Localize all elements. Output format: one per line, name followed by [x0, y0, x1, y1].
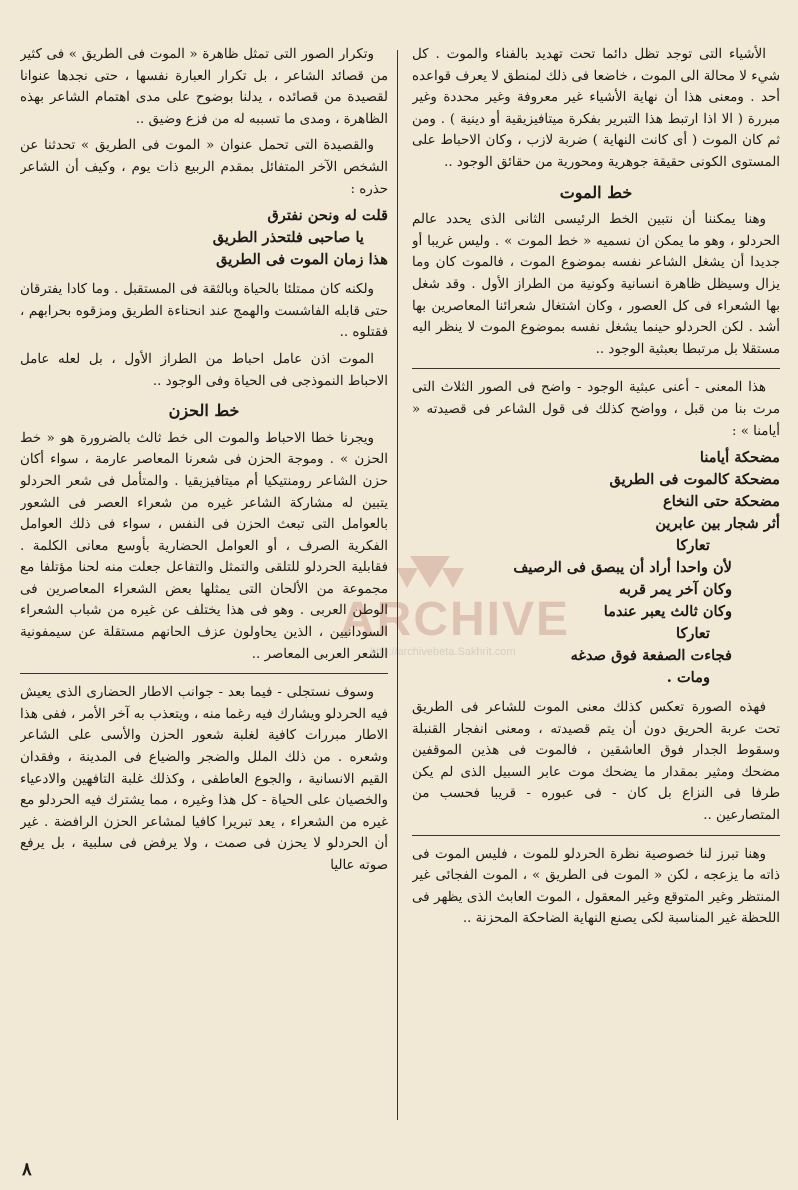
poem-death-on-road	[20, 205, 388, 271]
paragraph: الأشياء التى توجد تظل دائما تحت تهديد بالفناء والموت . كل شيء لا محالة الى الموت ، خاضعا فى ذلك لمنطق لا يعرف قواعده أحد . ومعنى هذا أن نهاية الأشياء غير معروفة وغير محددة وغير مبررة ( الا اذا ارتبط هذا التبرير بفكرة ميتافيزيقية أو دينية ) . ومن ثم كان الموت ( أى كانت النهاية ) ضربة لازب ، وكان الاحباط على المستوى الكونى حقيقة جوهرية ومحورية من حقائق الوجود ..	[412, 47, 780, 170]
section-heading-death: خط الموت	[559, 182, 633, 202]
poem-line: قلت له ونحن نفترق	[267, 207, 388, 225]
page-number: ٨	[22, 1159, 32, 1180]
paragraph: وسوف نستجلى - فيما بعد - جوانب الاطار الحضارى الذى يعيش فيه الحردلو ويشارك فيه رغما منه ، ويتعذب به آخر الأمر ، ففى هذا الاطار مبررات كافية لغلبة شعور الحزن والأسى على الشاعر وشعره . من ذلك الملل والضجر والضياع فى المدينة ، وفقدان القيم الانسانية ، والجوع العاطفى ، وكذلك غلبة التافهين والادعياء والخصيان على الحياة - كل هذا وغيره ، مما يشترك فيه الحردلو مع غيره من الشعراء ، يعد تبريرا كافيا لمشاعر الحزن الرافضة . غير أن الحردلو لا يحزن فى صمت ، ولا يرفض فى سلبية ، بل يرفع صوته عاليا	[20, 685, 388, 873]
poem-line: فجاءت الصفعة فوق صدغه	[570, 647, 732, 665]
poem-ayamuna	[412, 447, 780, 689]
paragraph: فهذه الصورة تعكس كذلك معنى الموت للشاعر فى الطريق تحت عربة الحريق دون أن يتم قصيدته ، ومعنى انفجار القنبلة وسقوط الجدار فوق العاشقين ، فالموت فى هذين الموقفين مضحك ومثير بمقدار ما يضحك موت عابر السبيل الذى لم يكن طرفا فى النزاع بل كان - فى عبوره - قريبا فحسب من المتصارعين ..	[412, 700, 780, 824]
paragraph: والقصيدة التى تحمل عنوان « الموت فى الطريق » تحدثنا عن الشخص الآخر المتفائل بمقدم الربيع ذات يوم ، وكيف أن الشاعر حذره :	[20, 138, 388, 197]
paragraph: وهنا يمكننا أن نتبين الخط الرئيسى الثانى الذى يحدد عالم الحردلو ، وهو ما يمكن ان نسميه « خط الموت » . وليس غريبا أو جديدا أن يشغل الشاعر نفسه بموضوع الموت ، فالموت كان وما يزال وسيظل ظاهرة انسانية وكونية من الطراز الأول . وقد شغل بها الشعراء فى كل العصور ، وكان اشتغال شعرائنا المعاصرين بها أشد . لكن الحردلو حينما يشغل نفسه بموضوع الموت لا ينظر اليه مستقلا بل مرتبطا بعبثية الوجود ..	[412, 212, 780, 357]
watermark-url: http://archivebeta.Sakhrit.com	[370, 646, 516, 658]
poem-line: تعاركا	[676, 537, 710, 555]
divider	[412, 835, 780, 836]
watermark-text: ARCHIVE	[340, 593, 571, 646]
poem-line: هذا زمان الموت فى الطريق	[216, 251, 388, 269]
paragraph: وهنا تبرز لنا خصوصية نظرة الحردلو للموت ، فليس الموت فى ذاته ما يزعجه ، لكن « الموت فى الطريق » ، الموت الفجائى غير المنتظر وغير المتوقع وغير المعقول ، الموت العابث الذى يظهر فى اللحظة غير المناسبة لكى يصنع النهاية الضاحكة المحزنة ..	[412, 846, 780, 927]
poem-line: ومات .	[666, 669, 710, 687]
column-rule	[397, 50, 398, 1120]
paragraph: هذا المعنى - أعنى عبثية الوجود - واضح فى الصور الثلاث التى مرت بنا من قبل ، وواضح كذلك فى قول الشاعر فى قصيدته « أيامنا » :	[412, 380, 780, 439]
paragraph: ويجرنا خطا الاحباط والموت الى خط ثالث بالضرورة هو « خط الحزن » . وموجة الحزن فى شعرنا المعاصر عارمة ، سواء أكان حزن الشاعر رومنتيكيا أم ميتافيزيقيا . والمتأمل فى شعر الحردلو يتبين له مشاركة الشاعر غيره من شعراء العصر فى الشعور بالعوامل التى تبعث الحزن فى النفس ، سواء فى ذلك العوامل الفكرية الصرف ، أو العوامل الحضارية بأوسع معانى الكلمة . فقابلية الحردلو للتلقى والتمثل والتفاعل جعلت منه لحنا مؤتلفا مع مجموعة من الألحان التى يمثلها بعض الشعراء المعاصرين فى الوطن العربى . وهو فى هذا يختلف عن غيره من شباب الشعراء السودانيين ، الذين يحاولون عزف الحانهم مستقلة عن سيمفونية الشعر العربى المعاصر ..	[20, 430, 388, 662]
poem-line: مضحكة كالموت فى الطريق	[609, 471, 780, 489]
paragraph: الموت اذن عامل احباط من الطراز الأول ، بل لعله عامل الاحباط النموذجى فى الحياة وفى الوجود ..	[20, 351, 388, 389]
poem-line: مضحكة حتى النخاع	[662, 493, 780, 511]
right-column	[412, 44, 780, 1154]
divider	[412, 368, 780, 369]
poem-line: أثر شجار بين عابرين	[655, 515, 780, 533]
divider	[20, 673, 388, 674]
section-heading-sorrow: خط الحزن	[168, 401, 240, 421]
paragraph: وتكرار الصور التى تمثل ظاهرة « الموت فى الطريق » فى كثير من قصائد الشاعر ، بل تكرار العبارة نفسها ، حتى نجدها عنوانا لقصيدة من قصائده ، يدلنا بوضوح على مدى اهتمام الشاعر بهذه الظاهرة ، ومدى ما تسببه له من فزع وضيق ..	[20, 47, 388, 127]
poem-line: لأن واحدا أراد أن يبصق فى الرصيف	[513, 559, 732, 577]
poem-line: يا صاحبى فلتحذر الطريق	[212, 229, 364, 247]
poem-line: وكان آخر يمر قربه	[619, 581, 732, 599]
paragraph: ولكنه كان ممتلئا بالحياة وبالثقة فى المستقبل . وما كادا يفترقان حتى قابله الفاشست والهمج عند انحناءة الطريق ومزقوه بحرابهم ، فقتلوه ..	[20, 282, 388, 341]
poem-line: وكان ثالث يعبر عندما	[603, 603, 732, 621]
left-column	[20, 44, 388, 1154]
poem-line: تعاركا	[676, 625, 710, 643]
poem-line: مضحكة أيامنا	[699, 449, 780, 467]
